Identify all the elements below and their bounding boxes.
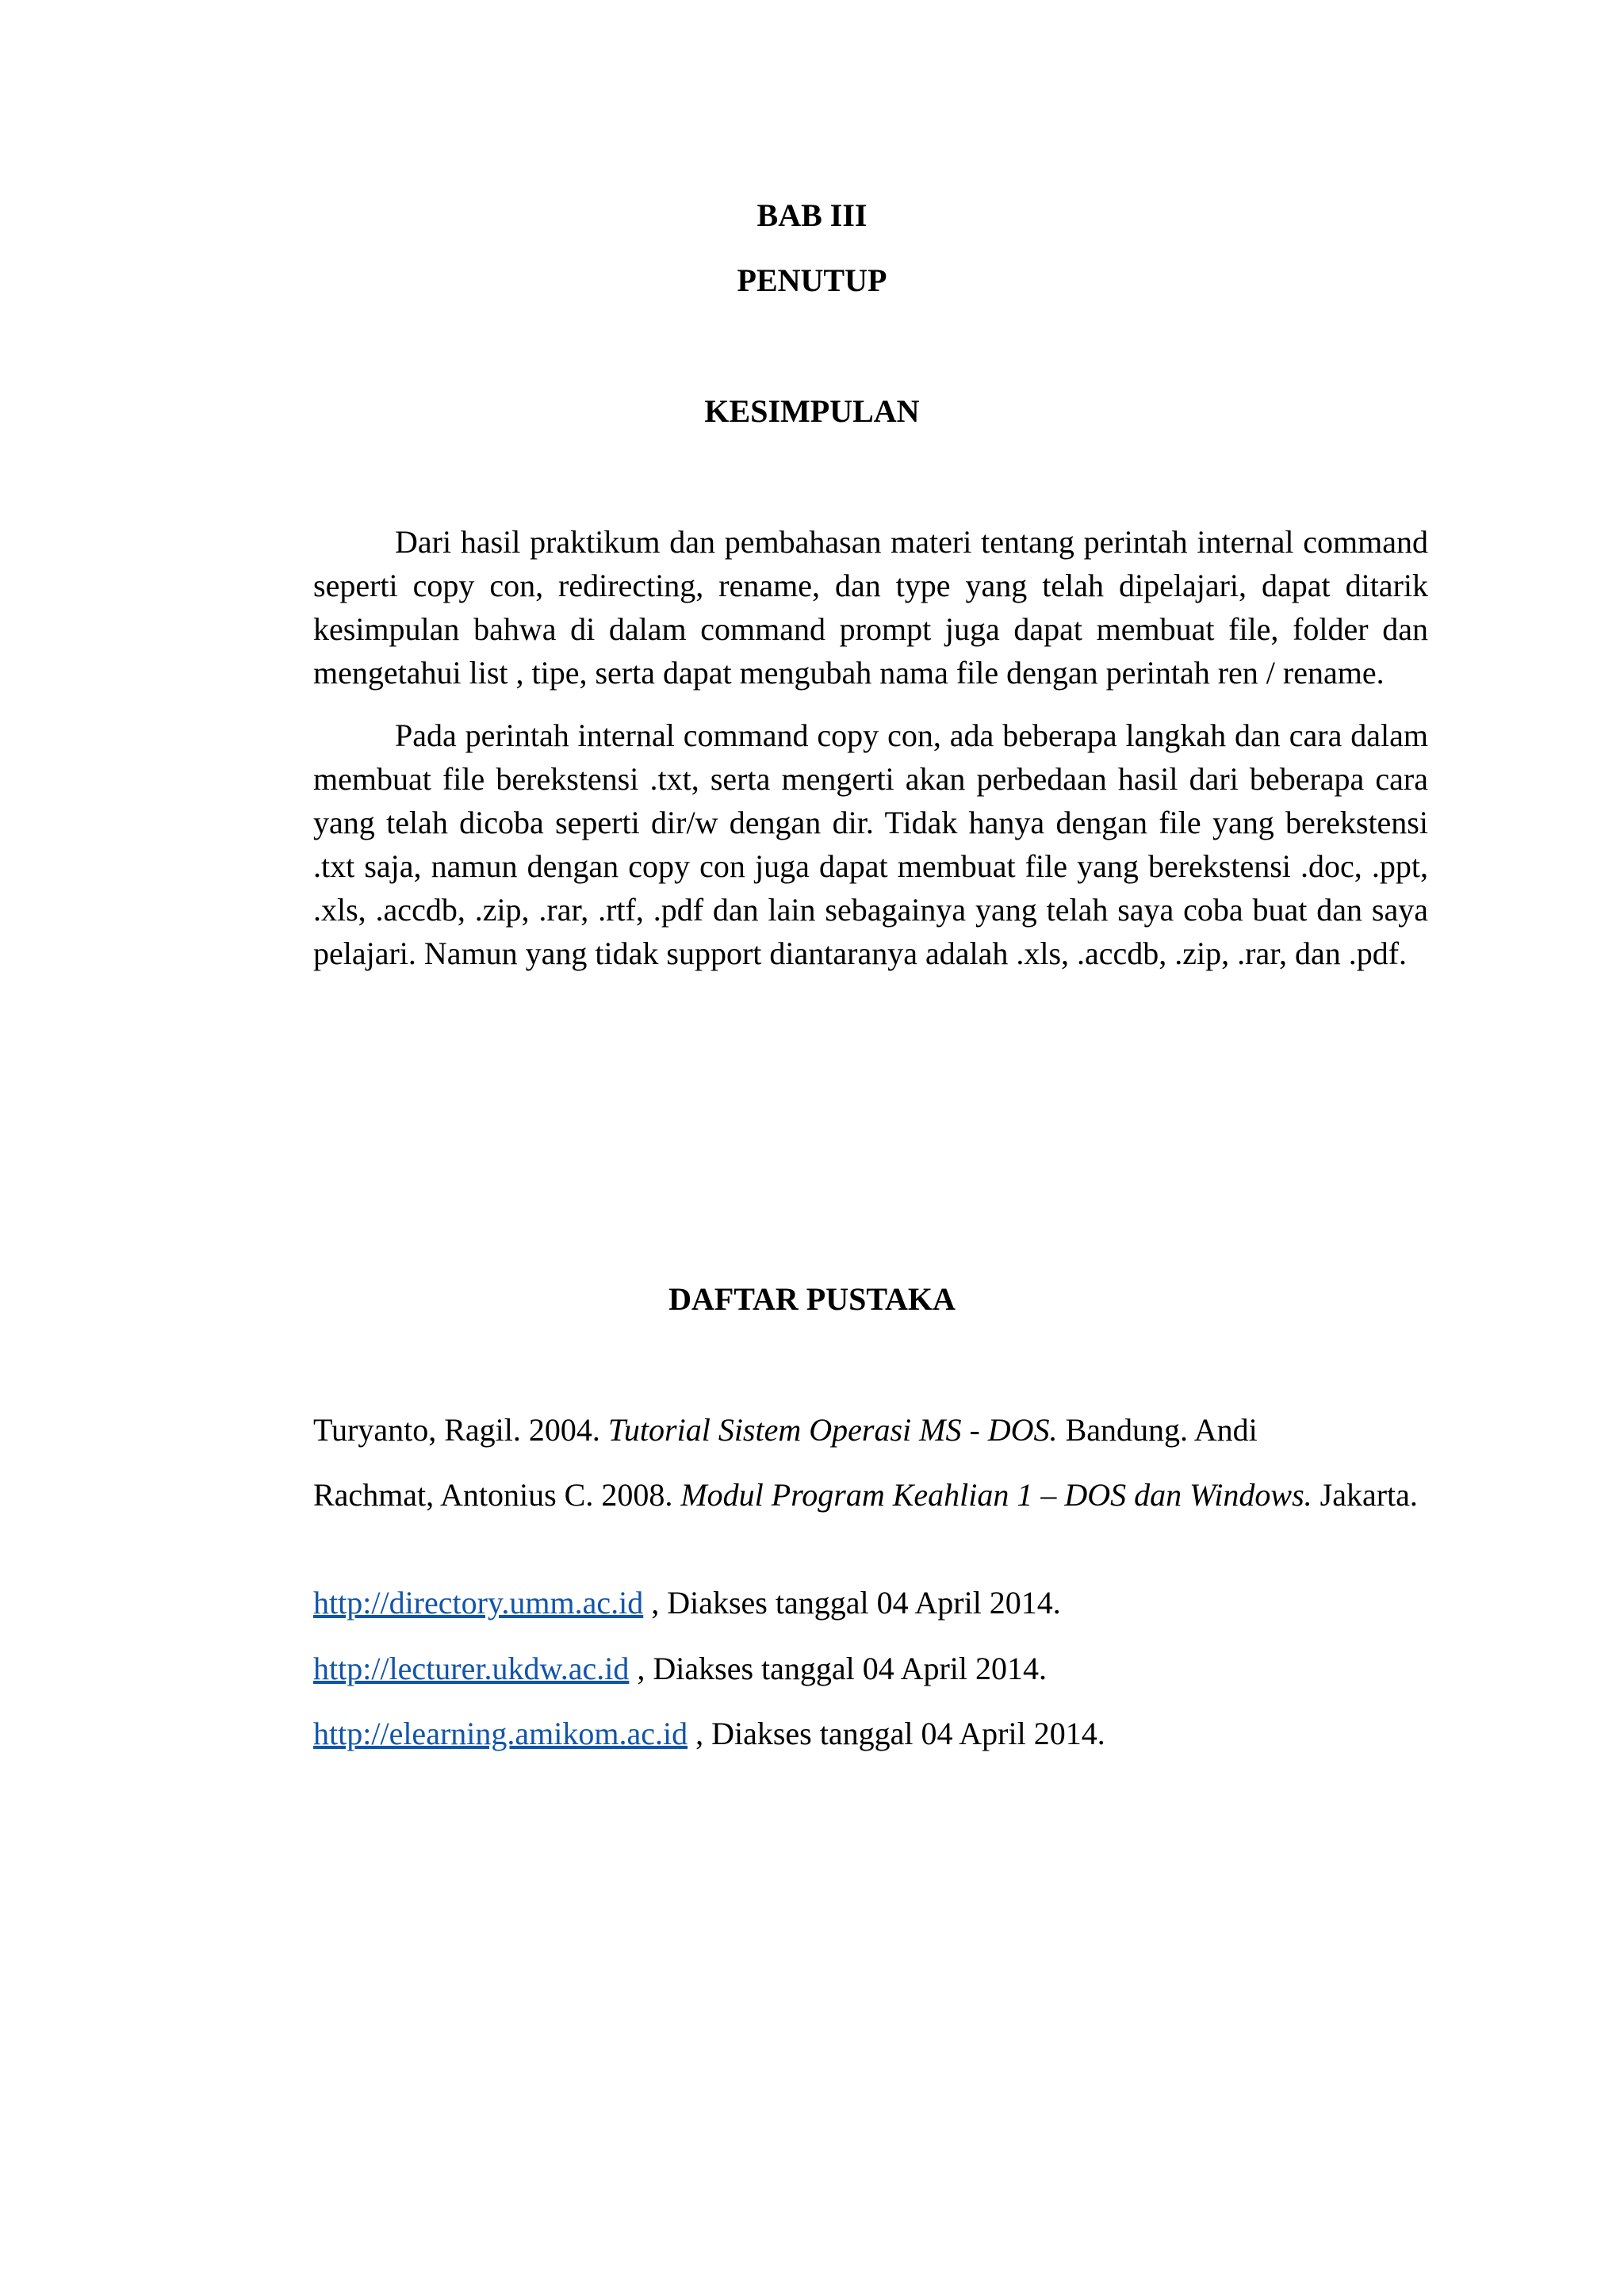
chapter-title: PENUTUP [737, 262, 887, 298]
reference-1-title: Tutorial Sistem Operasi MS - DOS. [607, 1412, 1058, 1448]
reference-link-3-note: , Diakses tanggal 04 April 2014. [688, 1716, 1105, 1751]
conclusion-heading: KESIMPULAN [704, 393, 920, 429]
reference-2-title: Modul Program Keahlian 1 – DOS dan Windows. [680, 1477, 1312, 1513]
bibliography-heading: DAFTAR PUSTAKA [668, 1281, 956, 1317]
chapter-number: BAB III [756, 197, 868, 233]
reference-link-2-note: , Diakses tanggal 04 April 2014. [629, 1651, 1048, 1686]
conclusion-body [313, 520, 1428, 975]
reference-link-3[interactable]: http://elearning.amikom.ac.id [313, 1716, 688, 1751]
reference-link-entry-1 [313, 1584, 1428, 1622]
conclusion-paragraph-2: Pada perintah internal command copy con, ada beberapa langkah dan cara dalam membuat file berekstensi .txt, serta mengerti akan perbedaan hasil dari beberapa cara yang telah dicoba seperti dir/w dengan dir. Tidak hanya dengan file yang berekstensi .txt saja, namun dengan copy con juga dapat membuat file yang berekstensi .doc, .ppt, .xls, .accdb, .zip, .rar, .rtf, .pdf dan lain sebagainya yang telah saya coba buat dan saya pelajari. Namun yang tidak support diantaranya adalah .xls, .accdb, .zip, .rar, dan .pdf. [313, 718, 1428, 971]
reference-2-author: Rachmat, Antonius C. 2008. [313, 1477, 681, 1513]
reference-1-publisher: Bandung. Andi [1057, 1412, 1258, 1448]
reference-2-publisher: Jakarta. [1312, 1477, 1418, 1513]
reference-link-2[interactable]: http://lecturer.ukdw.ac.id [313, 1651, 630, 1686]
reference-link-entry-3 [313, 1715, 1428, 1753]
reference-1-author: Turyanto, Ragil. 2004. [313, 1412, 608, 1448]
reference-entry-2 [313, 1476, 1428, 1514]
reference-link-1[interactable]: http://directory.umm.ac.id [313, 1585, 644, 1621]
reference-entry-1 [313, 1411, 1428, 1449]
conclusion-paragraph-1: Dari hasil praktikum dan pembahasan materi tentang perintah internal command seperti copy con, redirecting, rename, dan type yang telah dipelajari, dapat ditarik kesimpulan bahwa di dalam command prompt juga dapat membuat file, folder dan mengetahui list , tipe, serta dapat mengubah nama file dengan perintah ren / rename. [313, 524, 1428, 691]
reference-link-1-note: , Diakses tanggal 04 April 2014. [643, 1585, 1061, 1621]
reference-link-entry-2 [313, 1650, 1428, 1688]
